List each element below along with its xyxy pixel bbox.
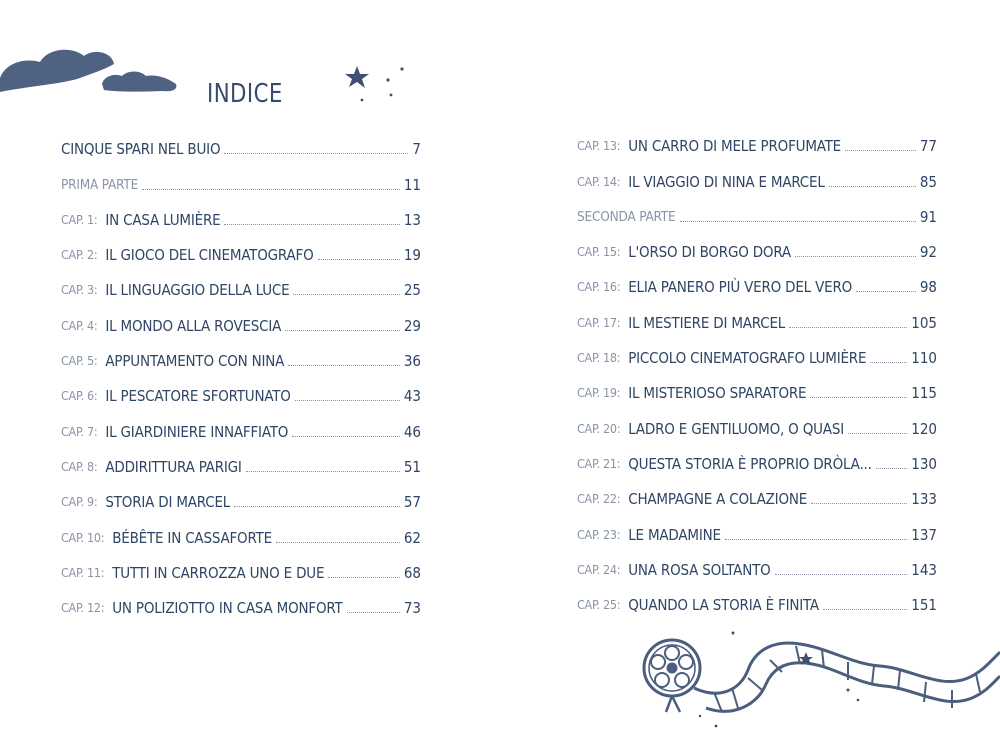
page-number: 73 xyxy=(403,599,421,618)
dot-leader xyxy=(789,327,907,328)
page-number: 92 xyxy=(919,243,937,262)
entry-title: IL MESTIERE DI MARCEL xyxy=(628,313,786,332)
star-icon xyxy=(699,632,860,728)
toc-entry xyxy=(577,445,937,480)
entry-title: QUANDO LA STORIA È FINITA xyxy=(628,596,819,615)
chapter-label: CAP. 9: xyxy=(61,494,98,510)
dot-leader xyxy=(856,291,916,292)
entry-title: BÉBÊTE IN CASSAFORTE xyxy=(112,528,272,547)
toc-entry xyxy=(577,339,937,374)
toc-column-left xyxy=(61,130,421,624)
chapter-label: CAP. 15: xyxy=(577,244,621,260)
toc-entry xyxy=(61,448,421,483)
toc-entry xyxy=(61,306,421,341)
dot-leader xyxy=(224,224,399,225)
page-title: INDICE xyxy=(207,79,283,110)
page-number: 36 xyxy=(403,352,421,371)
chapter-label: CAP. 14: xyxy=(577,173,621,189)
toc-entry xyxy=(577,480,937,515)
chapter-label: CAP. 5: xyxy=(61,353,98,369)
entry-title: IL PESCATORE SFORTUNATO xyxy=(105,387,291,406)
dot-leader xyxy=(224,153,408,154)
page-number: 137 xyxy=(911,525,937,544)
dot-leader xyxy=(795,256,916,257)
entry-title: IL VIAGGIO DI NINA E MARCEL xyxy=(628,172,825,191)
chapter-label: CAP. 8: xyxy=(61,458,98,474)
chapter-label: CAP. 7: xyxy=(61,423,98,439)
toc-entry xyxy=(61,483,421,518)
page-number: 62 xyxy=(403,528,421,547)
page-number: 133 xyxy=(911,490,937,509)
dot-leader xyxy=(876,468,908,469)
entry-title: IN CASA LUMIÈRE xyxy=(105,210,221,229)
page-number: 98 xyxy=(919,278,937,297)
toc-entry xyxy=(577,268,937,303)
page-number: 43 xyxy=(403,387,421,406)
page-number: 110 xyxy=(911,349,937,368)
toc-entry xyxy=(577,233,937,268)
toc-part-heading xyxy=(577,198,937,233)
chapter-label: CAP. 11: xyxy=(61,564,105,580)
chapter-label: CAP. 4: xyxy=(61,317,98,333)
cloud-icon xyxy=(0,50,176,92)
dot-leader xyxy=(829,186,916,187)
entry-title: PRIMA PARTE xyxy=(61,176,139,193)
dot-leader xyxy=(810,397,907,398)
toc-entry xyxy=(61,130,421,165)
toc-entry xyxy=(577,374,937,409)
entry-title: SECONDA PARTE xyxy=(577,208,676,225)
chapter-label: CAP. 24: xyxy=(577,561,621,577)
chapter-label: CAP. 19: xyxy=(577,385,621,401)
toc-entry xyxy=(61,201,421,236)
dot-leader xyxy=(295,400,400,401)
chapter-label: CAP. 17: xyxy=(577,314,621,330)
chapter-label: CAP. 2: xyxy=(61,247,98,263)
page-number: 130 xyxy=(911,454,937,473)
chapter-label: CAP. 12: xyxy=(61,600,105,616)
page-number: 68 xyxy=(403,563,421,582)
page-number: 115 xyxy=(911,384,937,403)
toc-column-right xyxy=(577,127,937,621)
toc-entry xyxy=(61,412,421,447)
chapter-label: CAP. 23: xyxy=(577,526,621,542)
chapter-label: CAP. 10: xyxy=(61,529,105,545)
entry-title: IL LINGUAGGIO DELLA LUCE xyxy=(105,281,290,300)
dot-leader xyxy=(293,294,399,295)
page-number: 25 xyxy=(403,281,421,300)
dot-leader xyxy=(845,150,916,151)
entry-title: IL GIOCO DEL CINEMATOGRAFO xyxy=(105,246,314,265)
dot-leader xyxy=(347,612,400,613)
toc-entry xyxy=(577,515,937,550)
dot-leader xyxy=(811,503,907,504)
entry-title: QUESTA STORIA È PROPRIO DRÒLA... xyxy=(628,454,872,473)
film-reel-icon xyxy=(644,640,700,712)
dot-leader xyxy=(725,539,907,540)
chapter-label: CAP. 3: xyxy=(61,282,98,298)
entry-title: TUTTI IN CARROZZA UNO E DUE xyxy=(112,563,325,582)
entry-title: LE MADAMINE xyxy=(628,525,721,544)
page-number: 51 xyxy=(403,457,421,476)
entry-title: LADRO E GENTILUOMO, O QUASI xyxy=(628,419,844,438)
toc-part-heading xyxy=(61,165,421,200)
toc-entry xyxy=(61,271,421,306)
chapter-label: CAP. 6: xyxy=(61,388,98,404)
dot-leader xyxy=(775,574,908,575)
page-number: 143 xyxy=(911,560,937,579)
dot-leader xyxy=(848,433,907,434)
dot-leader xyxy=(318,259,400,260)
chapter-label: CAP. 1: xyxy=(61,211,98,227)
chapter-label: CAP. 25: xyxy=(577,597,621,613)
dot-leader xyxy=(680,221,916,222)
chapter-label: CAP. 21: xyxy=(577,455,621,471)
page-number: 85 xyxy=(919,172,937,191)
dot-leader xyxy=(292,436,400,437)
chapter-label: CAP. 20: xyxy=(577,420,621,436)
entry-title: CHAMPAGNE A COLAZIONE xyxy=(628,490,808,509)
entry-title: APPUNTAMENTO CON NINA xyxy=(105,352,285,371)
toc-entry xyxy=(61,554,421,589)
entry-title: IL MONDO ALLA ROVESCIA xyxy=(105,316,282,335)
dot-leader xyxy=(285,330,400,331)
page-number: 91 xyxy=(919,207,937,226)
page-number: 11 xyxy=(403,175,421,194)
page-number: 19 xyxy=(403,246,421,265)
entry-title: UN CARRO DI MELE PROFUMATE xyxy=(628,137,841,156)
toc-entry xyxy=(577,162,937,197)
page-number: 120 xyxy=(911,419,937,438)
toc-entry xyxy=(61,589,421,624)
entry-title: IL GIARDINIERE INNAFFIATO xyxy=(105,422,289,441)
page-number: 29 xyxy=(403,316,421,335)
film-strip-icon xyxy=(694,643,1000,712)
entry-title: L'ORSO DI BORGO DORA xyxy=(628,243,791,262)
chapter-label: CAP. 22: xyxy=(577,491,621,507)
chapter-label: CAP. 16: xyxy=(577,279,621,295)
page-number: 13 xyxy=(403,210,421,229)
dot-leader xyxy=(870,362,907,363)
toc-entry xyxy=(61,342,421,377)
dot-leader xyxy=(823,609,907,610)
star-icon xyxy=(345,66,404,101)
page-number: 7 xyxy=(412,140,421,159)
dot-leader xyxy=(288,365,400,366)
entry-title: UNA ROSA SOLTANTO xyxy=(628,560,771,579)
chapter-label: CAP. 13: xyxy=(577,138,621,154)
toc-entry xyxy=(577,586,937,621)
dot-leader xyxy=(246,471,400,472)
toc-entry xyxy=(577,303,937,338)
toc-entry xyxy=(61,236,421,271)
dot-leader xyxy=(142,189,400,190)
entry-title: PICCOLO CINEMATOGRAFO LUMIÈRE xyxy=(628,349,867,368)
entry-title: ADDIRITTURA PARIGI xyxy=(105,457,242,476)
chapter-label: CAP. 18: xyxy=(577,350,621,366)
entry-title: CINQUE SPARI NEL BUIO xyxy=(61,140,221,159)
toc-entry xyxy=(61,518,421,553)
entry-title: STORIA DI MARCEL xyxy=(105,493,231,512)
entry-title: IL MISTERIOSO SPARATORE xyxy=(628,384,807,403)
page-number: 57 xyxy=(403,493,421,512)
page-number: 77 xyxy=(919,137,937,156)
page-number: 46 xyxy=(403,422,421,441)
dot-leader xyxy=(234,506,400,507)
entry-title: UN POLIZIOTTO IN CASA MONFORT xyxy=(112,599,343,618)
toc-entry xyxy=(61,377,421,412)
page-number: 151 xyxy=(911,596,937,615)
dot-leader xyxy=(328,577,400,578)
toc-entry xyxy=(577,127,937,162)
toc-entry xyxy=(577,551,937,586)
page-number: 105 xyxy=(911,313,937,332)
entry-title: ELIA PANERO PIÙ VERO DEL VERO xyxy=(628,278,853,297)
dot-leader xyxy=(276,542,400,543)
toc-entry xyxy=(577,409,937,444)
